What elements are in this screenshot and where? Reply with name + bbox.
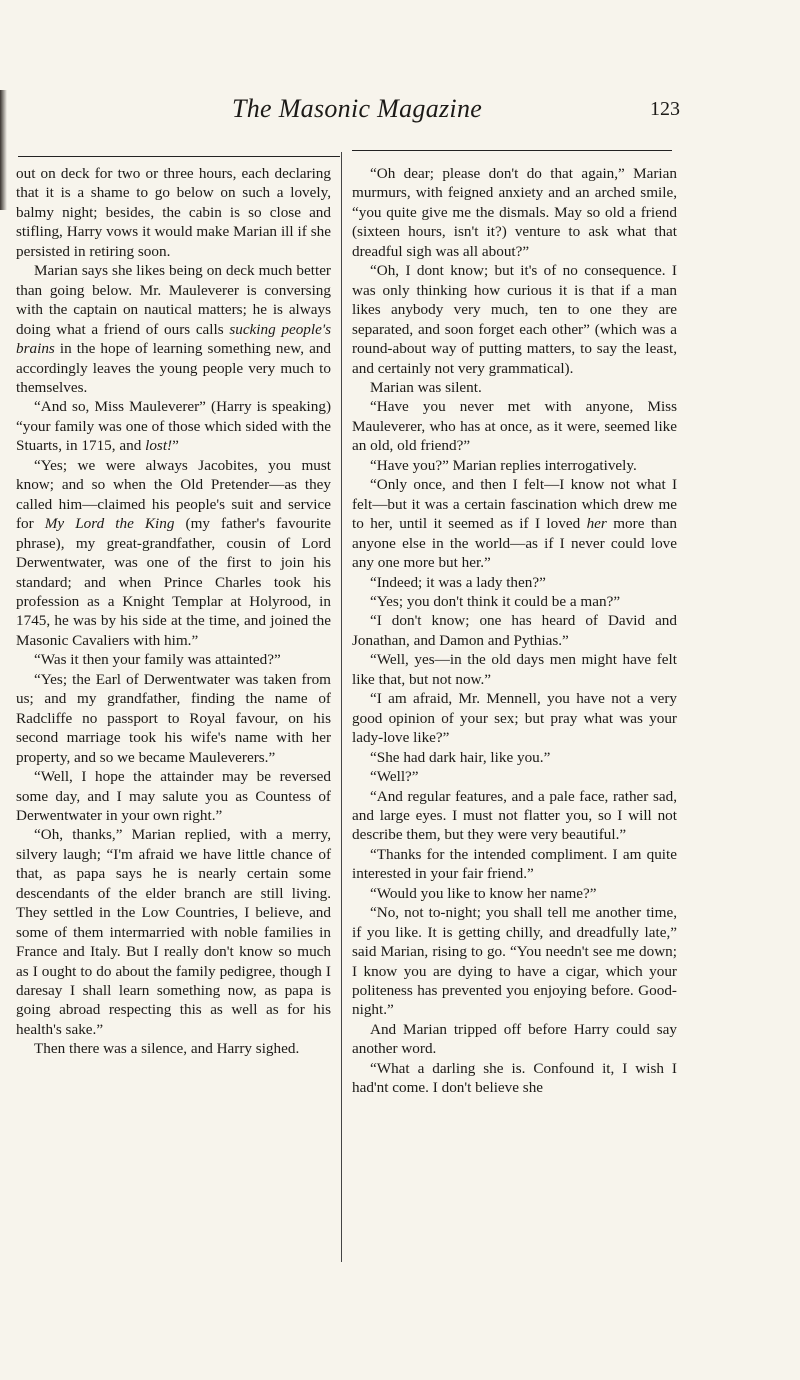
paragraph: “I don't know; one has heard of David and Jonathan, and Damon and Pythias.” [352, 612, 677, 649]
paragraph: “Thanks for the intended compliment. I am quite interested in your fair friend.” [352, 845, 677, 883]
paragraph: “Have you never met with anyone, Miss Mauleverer, who has at once, as it were, seemed like an old, old friend?” [352, 398, 677, 455]
header-rule-left [18, 156, 340, 157]
paragraph: Then there was a silence, and Harry sighed. [34, 1040, 300, 1058]
paragraph: Marian says she likes being on deck much better than going below. Mr. Mauleverer is conversing with the captain on nautical matters; he is always doing what a friend of ours calls sucking people's brains in the hope of learning something new, and accordingly leaves the young people very much to themselves. [16, 262, 331, 396]
paragraph: “And regular features, and a pale face, rather sad, and large eyes. I must not flatter you, so I will not describe them, but they were very beautiful.” [352, 787, 677, 844]
column-divider [341, 152, 342, 1262]
paragraph: “Yes; you don't think it could be a man?” [370, 592, 621, 610]
paragraph: out on deck for two or three hours, each declaring that it is a shame to go below on such a lovely, balmy night; besides, the cabin is so close and stifling, Harry vows it would make Marian ill if she persisted in retiring soon. [16, 165, 331, 260]
page-number: 123 [650, 98, 680, 120]
paragraph: “And so, Miss Mauleverer” (Harry is speaking) “your family was one of those which sided with the Stuarts, in 1715, and lost!” [16, 398, 331, 455]
paragraph: “Was it then your family was attainted?” [34, 651, 281, 669]
paragraph: Marian was silent. [370, 378, 482, 396]
page-header [0, 94, 800, 134]
right-column [352, 164, 677, 1098]
paragraph: “Oh dear; please don't do that again,” Marian murmurs, with feigned anxiety and an arched smile, “you quite give me the dismals. May so old a friend (sixteen hours, isn't it?) venture to ask what that dreadful sigh was all about?” [352, 165, 677, 260]
paragraph: “I am afraid, Mr. Mennell, you have not a very good opinion of your sex; but pray what was your lady-love like?” [352, 690, 677, 747]
paragraph: “Only once, and then I felt—I know not what I felt—but it was a certain fascination which drew me to her, until it seemed as if I loved her more than anyone else in the world—as if I never could love any one more but her.” [352, 476, 677, 572]
paragraph: “Oh, thanks,” Marian replied, with a merry, silvery laugh; “I'm afraid we have little chance of that, as papa says he is nearly certain some descendants of the elder branch are still living. They settled in the Low Countries, I believe, and some of them intermarried with noble families in France and Italy. But I really don't know so much as I ought to do about the family pedigree, though I daresay I shall learn something now, as papa is going abroad respecting this as well as for his health's sake.” [16, 826, 331, 1038]
paragraph: “Indeed; it was a lady then?” [370, 573, 546, 591]
header-rule-right [352, 150, 672, 151]
running-title: The Masonic Magazine [232, 94, 483, 123]
paragraph: “What a darling she is. Confound it, I wish I had'nt come. I don't believe she [352, 1059, 677, 1097]
paragraph: “Oh, I dont know; but it's of no consequence. I was only thinking how curious it is that if a man likes anybody very much, ten to one they are separated, and soon forget each other” (which was a round-about way of putting matters, to say the least, and certainly not very grammatical). [352, 262, 677, 377]
paragraph: “Well, yes—in the old days men might have felt like that, but not now.” [352, 651, 677, 688]
paragraph: “Yes; we were always Jacobites, you must know; and so when the Old Pretender—as they called him—claimed his people's suit and service for My Lord the King (my father's favourite phrase), my great-grandfather, cousin of Lord Derwentwater, was one of the first to join his standard; and when Prince Charles took his profession as a Knight Templar at Holyrood, in 1745, he was by his side at the time, and joined the Masonic Cavaliers with him.” [16, 456, 331, 649]
paragraph: “Have you?” Marian replies interrogatively. [370, 456, 637, 474]
paragraph: “Well, I hope the attainder may be reversed some day, and I may salute you as Countess of Derwentwater in your own right.” [16, 768, 331, 824]
paragraph: And Marian tripped off before Harry could say another word. [352, 1020, 677, 1058]
paragraph: “No, not to-night; you shall tell me another time, if you like. It is getting chilly, and dreadfully late,” said Marian, rising to go. “You needn't see me down; I know you are dying to have a cigar, which your politeness has prevented you enjoying before. Good-night.” [352, 904, 677, 1019]
paragraph: “Would you like to know her name?” [370, 884, 597, 902]
paragraph: “Well?” [370, 768, 419, 786]
paragraph: “She had dark hair, like you.” [370, 748, 551, 766]
paragraph: “Yes; the Earl of Derwentwater was taken from us; and my grandfather, finding the name of Radcliffe no passport to Royal favour, on his second marriage took his wife's name with her property, and so we became Mauleverers.” [16, 670, 331, 766]
left-column [16, 164, 331, 1059]
